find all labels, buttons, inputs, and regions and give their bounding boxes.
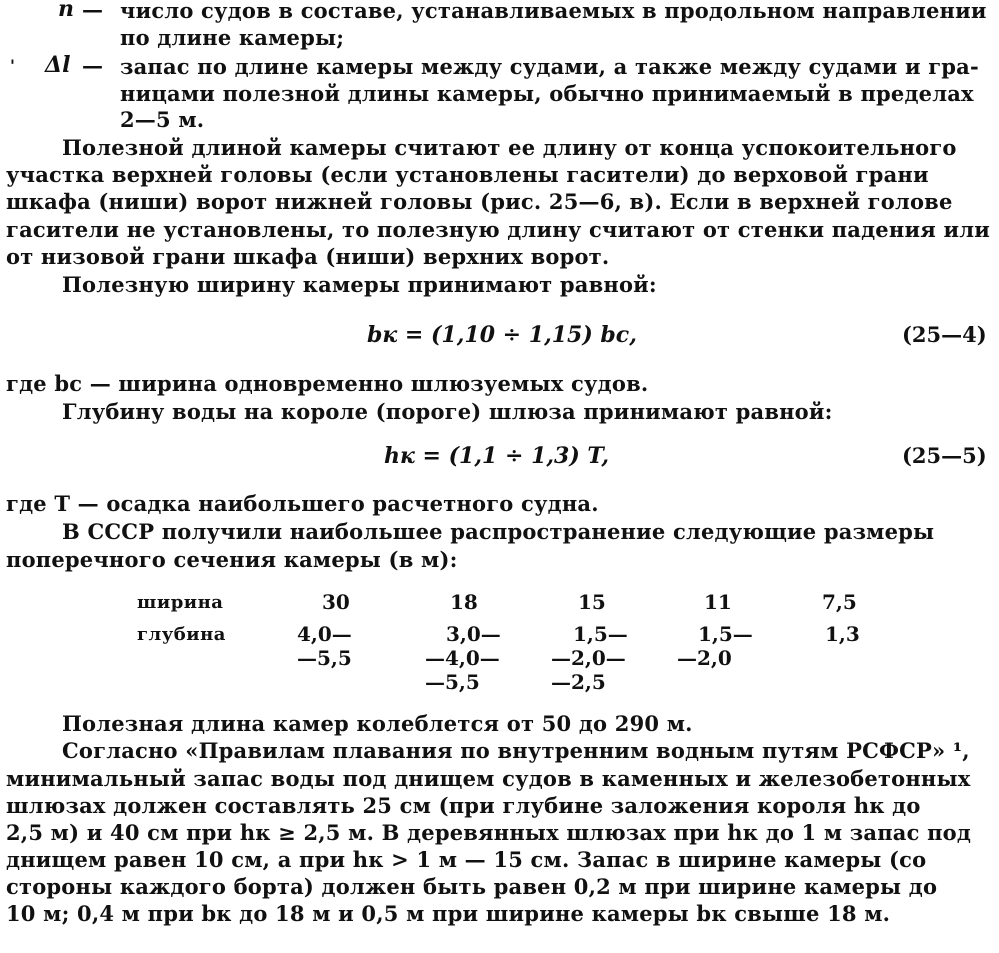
paragraph-5: Полезная длина камер колеблется от 50 до 290 м. (62, 711, 693, 736)
table-cell: —2,0— (551, 646, 626, 670)
table-cell: —5,5 (297, 646, 352, 670)
table-cell: 7,5 (822, 590, 857, 614)
equation-number-25-4: (25—4) (902, 322, 987, 347)
paragraph-1-line-5: от низовой грани шкафа (ниши) верхних ворот. (6, 244, 610, 269)
definition-symbol-n: n (58, 0, 74, 22)
table-cell: —2,5 (551, 670, 606, 694)
paragraph-1-line-3: шкафа (ниши) ворот нижней головы (рис. 25—6, в). Если в верхней голове (6, 189, 953, 214)
paragraph-4-line-2: поперечного сечения камеры (в м): (6, 547, 458, 572)
definition-n-line-1: число судов в составе, устанавливаемых в продольном направлении (120, 0, 987, 23)
paragraph-4-line-1: В СССР получили наибольшее распространение следующие размеры (62, 519, 935, 544)
paragraph-6-line-2: минимальный запас воды под днищем судов в каменных и железобетонных (6, 766, 971, 791)
definition-symbol-delta-l: Δl (45, 52, 71, 78)
paragraph-6-line-3: шлюзах должен составлять 25 см (при глубине заложения короля hк до (6, 793, 921, 818)
paragraph-6-line-7: 10 м; 0,4 м при bк до 18 м и 0,5 м при ширине камеры bк свыше 18 м. (6, 901, 891, 926)
definition-dash: — (82, 53, 103, 78)
paragraph-3: Глубину воды на короле (пороге) шлюза принимают равной: (62, 399, 833, 424)
table-cell: 30 (322, 590, 350, 614)
paragraph-2: Полезную ширину камеры принимают равной: (62, 272, 657, 297)
table-cell: 15 (578, 590, 606, 614)
table-cell: —4,0— (425, 646, 500, 670)
table-cell: —5,5 (425, 670, 480, 694)
table-cell: —2,0 (677, 646, 732, 670)
table-cell: 18 (450, 590, 478, 614)
margin-mark: ' (10, 56, 15, 75)
paragraph-1-line-1: Полезной длиной камеры считают ее длину от конца успокоительного (62, 135, 957, 160)
paragraph-1-line-4: гасители не установлены, то полезную длину считают от стенки падения или (6, 217, 990, 242)
table-cell: 4,0— (297, 622, 352, 646)
paragraph-6-line-5: днищем равен 10 см, а при hк > 1 м — 15 см. Запас в ширине камеры (со (6, 847, 927, 872)
table-cell: 1,5— (698, 622, 753, 646)
definition-n-line-2: по длине камеры; (120, 25, 345, 50)
definition-dl-line-2: ницами полезной длины камеры, обычно принимаемый в пределах (120, 81, 974, 106)
paragraph-6-line-1: Согласно «Правилам плавания по внутренним водным путям РСФСР» ¹, (62, 738, 970, 763)
paragraph-6-line-4: 2,5 м) и 40 см при hк ≥ 2,5 м. В деревянных шлюзах при hк до 1 м запас под (6, 820, 972, 845)
equation-number-25-5: (25—5) (902, 443, 987, 468)
paragraph-6-line-6: стороны каждого борта) должен быть равен 0,2 м при ширине камеры до (6, 874, 938, 899)
table-label-depth: глубина (137, 624, 226, 645)
table-cell: 11 (704, 590, 732, 614)
formula-25-5: hк = (1,1 ÷ 1,3) T, (384, 443, 610, 469)
definition-dl-line-1: запас по длине камеры между судами, а также между судами и гра- (120, 54, 979, 79)
paragraph-1-line-2: участка верхней головы (если установлены гасители) до верховой грани (6, 162, 929, 187)
formula-25-4: bк = (1,10 ÷ 1,15) bс, (367, 322, 637, 348)
table-cell: 1,5— (573, 622, 628, 646)
table-label-width: ширина (137, 592, 224, 613)
where-t: где T — осадка наибольшего расчетного судна. (6, 491, 599, 516)
definition-dl-line-3: 2—5 м. (120, 107, 205, 132)
table-cell: 1,3 (825, 622, 860, 646)
where-bc: где bс — ширина одновременно шлюзуемых судов. (6, 371, 649, 396)
table-cell: 3,0— (446, 622, 501, 646)
definition-dash: — (82, 0, 103, 22)
